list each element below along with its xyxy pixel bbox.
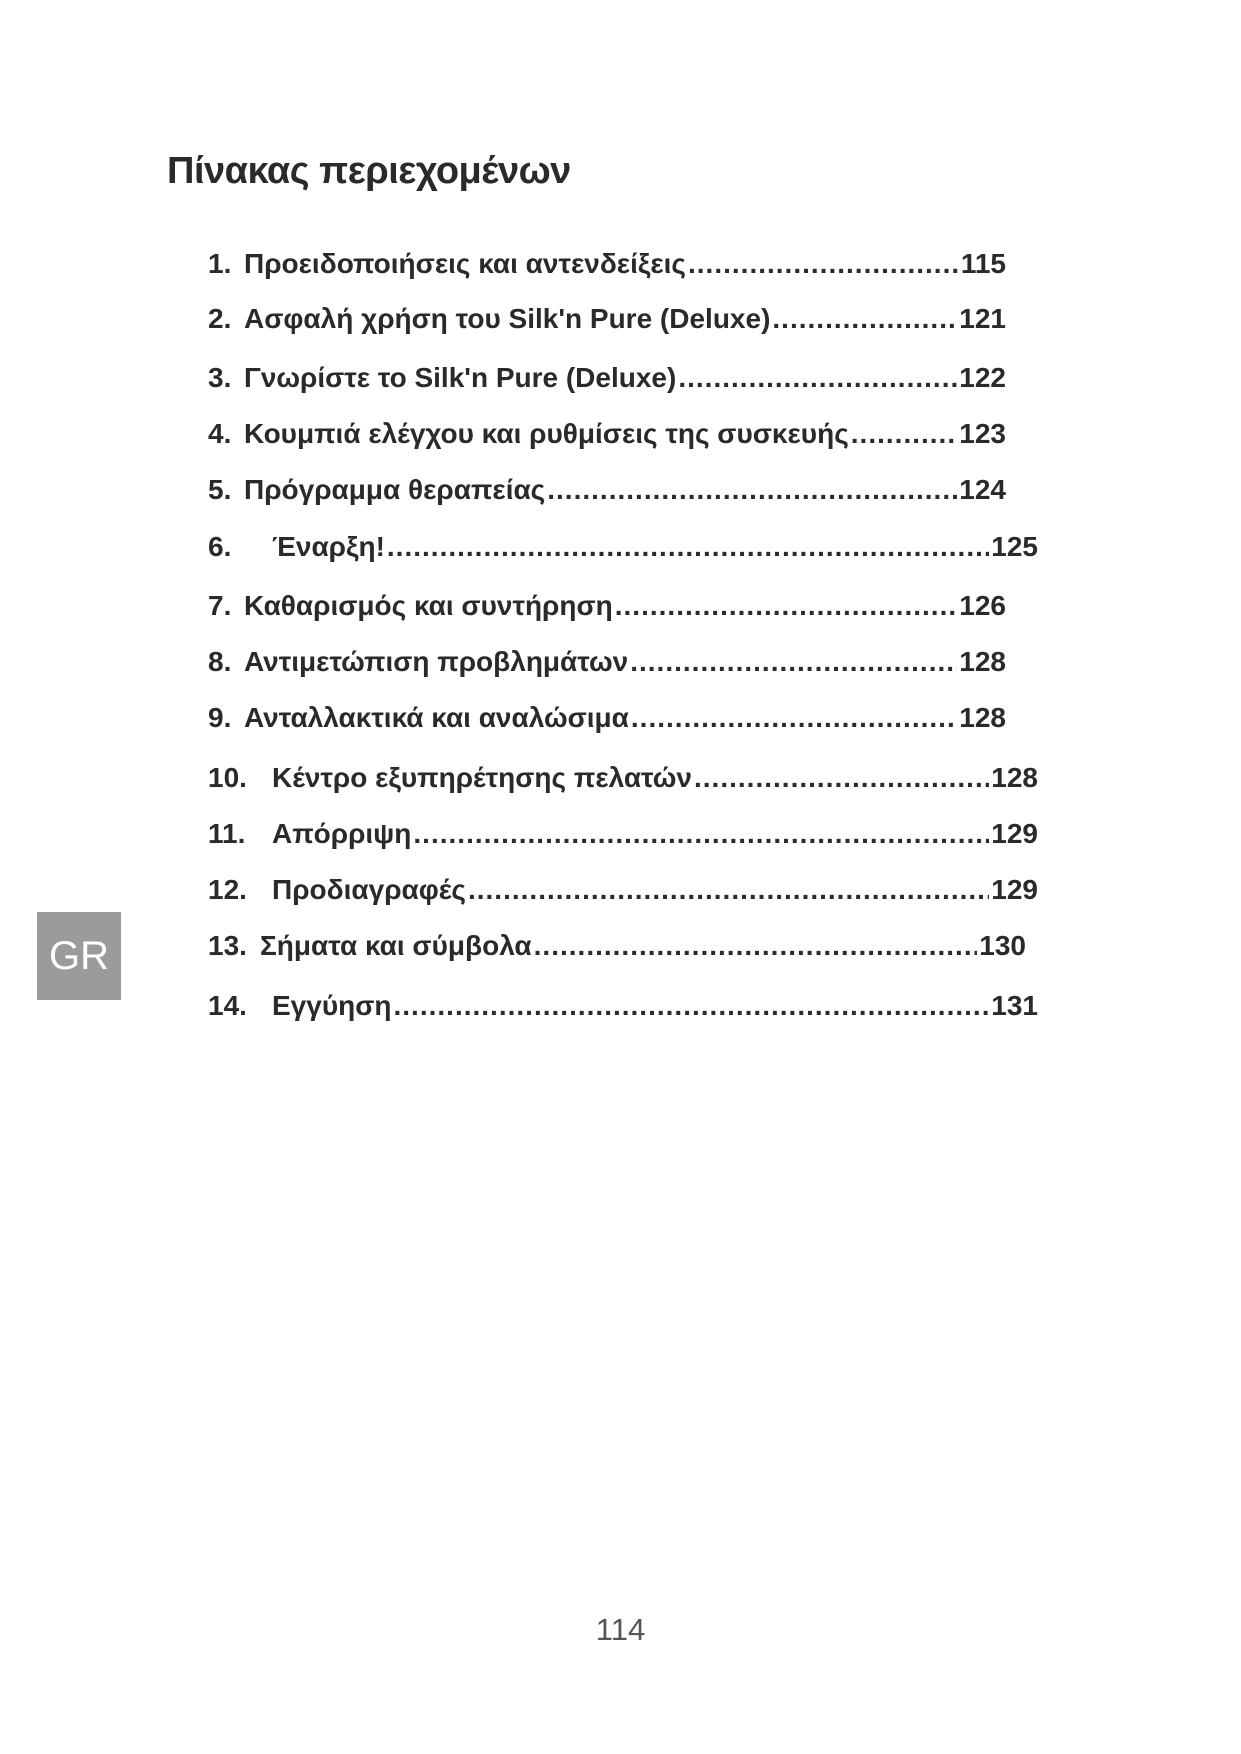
- language-tab: GR: [37, 912, 121, 1000]
- page-title: Πίνακας περιεχομένων: [167, 150, 571, 192]
- dot-leader: [631, 702, 957, 734]
- toc-entry-number: 9.: [208, 702, 232, 733]
- toc-entry-7[interactable]: [208, 590, 1006, 626]
- dot-leader: [630, 646, 957, 678]
- toc-entry-label: Πρόγραμμα θεραπείας: [244, 474, 546, 505]
- toc-entry-label: Σήματα και σύμβολα: [260, 930, 532, 961]
- toc-entry-number: 6.: [208, 531, 232, 562]
- toc-entry-14[interactable]: [208, 990, 1038, 1026]
- toc-entry-6[interactable]: [208, 531, 1038, 567]
- dot-leader: [851, 418, 958, 450]
- toc-entry-label: Γνωρίστε το Silk'n Pure (Deluxe): [244, 362, 677, 393]
- page-number: 114: [595, 1612, 646, 1647]
- toc-entry-label: Έναρξη!: [272, 531, 385, 562]
- dot-leader: [393, 990, 989, 1022]
- toc-entry-label: Ασφαλή χρήση του Silk'n Pure (Deluxe): [244, 303, 771, 334]
- toc-entry-page: 128: [991, 762, 1038, 793]
- toc-entry-label: Κουμπιά ελέγχου και ρυθμίσεις της συσκευής: [244, 418, 849, 449]
- dot-leader: [547, 474, 957, 506]
- toc-entry-number: 11.: [208, 818, 246, 849]
- dot-leader: [678, 362, 957, 394]
- toc-entry-number: 2.: [208, 303, 232, 334]
- toc-entry-page: 122: [959, 362, 1006, 393]
- toc-entry-3[interactable]: [208, 362, 1006, 398]
- toc-entry-number: 8.: [208, 646, 232, 677]
- toc-entry-page: 126: [959, 590, 1006, 621]
- toc-entry-page: 129: [991, 818, 1038, 849]
- toc-entry-label: Καθαρισμός και συντήρηση: [244, 590, 613, 621]
- toc-entry-page: 125: [991, 531, 1038, 562]
- toc-entry-number: 10.: [208, 762, 247, 793]
- toc-entry-label: Ανταλλακτικά και αναλώσιμα: [244, 702, 629, 733]
- toc-entry-page: 121: [959, 303, 1006, 334]
- toc-entry-label: Εγγύηση: [272, 990, 392, 1021]
- table-of-contents: [208, 0, 1048, 1100]
- toc-entry-page: 130: [979, 930, 1026, 961]
- toc-entry-5[interactable]: [208, 474, 1006, 510]
- toc-entry-number: 1.: [208, 248, 232, 279]
- dot-leader: [615, 590, 958, 622]
- toc-entry-11[interactable]: [208, 818, 1038, 854]
- toc-entry-page: 128: [959, 646, 1006, 677]
- toc-entry-number: 5.: [208, 474, 232, 505]
- toc-entry-page: 131: [991, 990, 1038, 1021]
- toc-entry-12[interactable]: [208, 874, 1038, 910]
- toc-entry-label: Αντιμετώπιση προβλημάτων: [244, 646, 629, 677]
- toc-entry-number: 14.: [208, 990, 247, 1021]
- toc-entry-page: 124: [959, 474, 1006, 505]
- toc-entry-8[interactable]: [208, 646, 1006, 682]
- toc-entry-number: 4.: [208, 418, 232, 449]
- toc-entry-page: 129: [991, 874, 1038, 905]
- dot-leader: [387, 531, 989, 563]
- toc-entry-page: 115: [960, 248, 1006, 279]
- toc-entry-page: 123: [959, 418, 1006, 449]
- toc-entry-number: 13.: [208, 930, 247, 961]
- toc-entry-label: Απόρριψη: [272, 818, 412, 849]
- toc-entry-13[interactable]: [208, 930, 1026, 966]
- toc-entry-10[interactable]: [208, 762, 1038, 798]
- dot-leader: [694, 762, 989, 794]
- toc-entry-4[interactable]: [208, 418, 1006, 454]
- dot-leader: [413, 818, 989, 850]
- toc-entry-number: 12.: [208, 874, 247, 905]
- toc-entry-1[interactable]: [208, 248, 1006, 284]
- dot-leader: [772, 303, 957, 335]
- toc-entry-label: Κέντρο εξυπηρέτησης πελατών: [272, 762, 692, 793]
- dot-leader: [688, 248, 959, 280]
- dot-leader: [534, 930, 978, 962]
- dot-leader: [468, 874, 989, 906]
- toc-entry-2[interactable]: [208, 303, 1006, 339]
- toc-entry-number: 7.: [208, 590, 232, 621]
- toc-entry-label: Προδιαγραφές: [272, 874, 466, 905]
- toc-entry-page: 128: [959, 702, 1006, 733]
- toc-entry-label: Προειδοποιήσεις και αντενδείξεις: [244, 248, 686, 279]
- toc-entry-number: 3.: [208, 362, 232, 393]
- toc-entry-9[interactable]: [208, 702, 1006, 738]
